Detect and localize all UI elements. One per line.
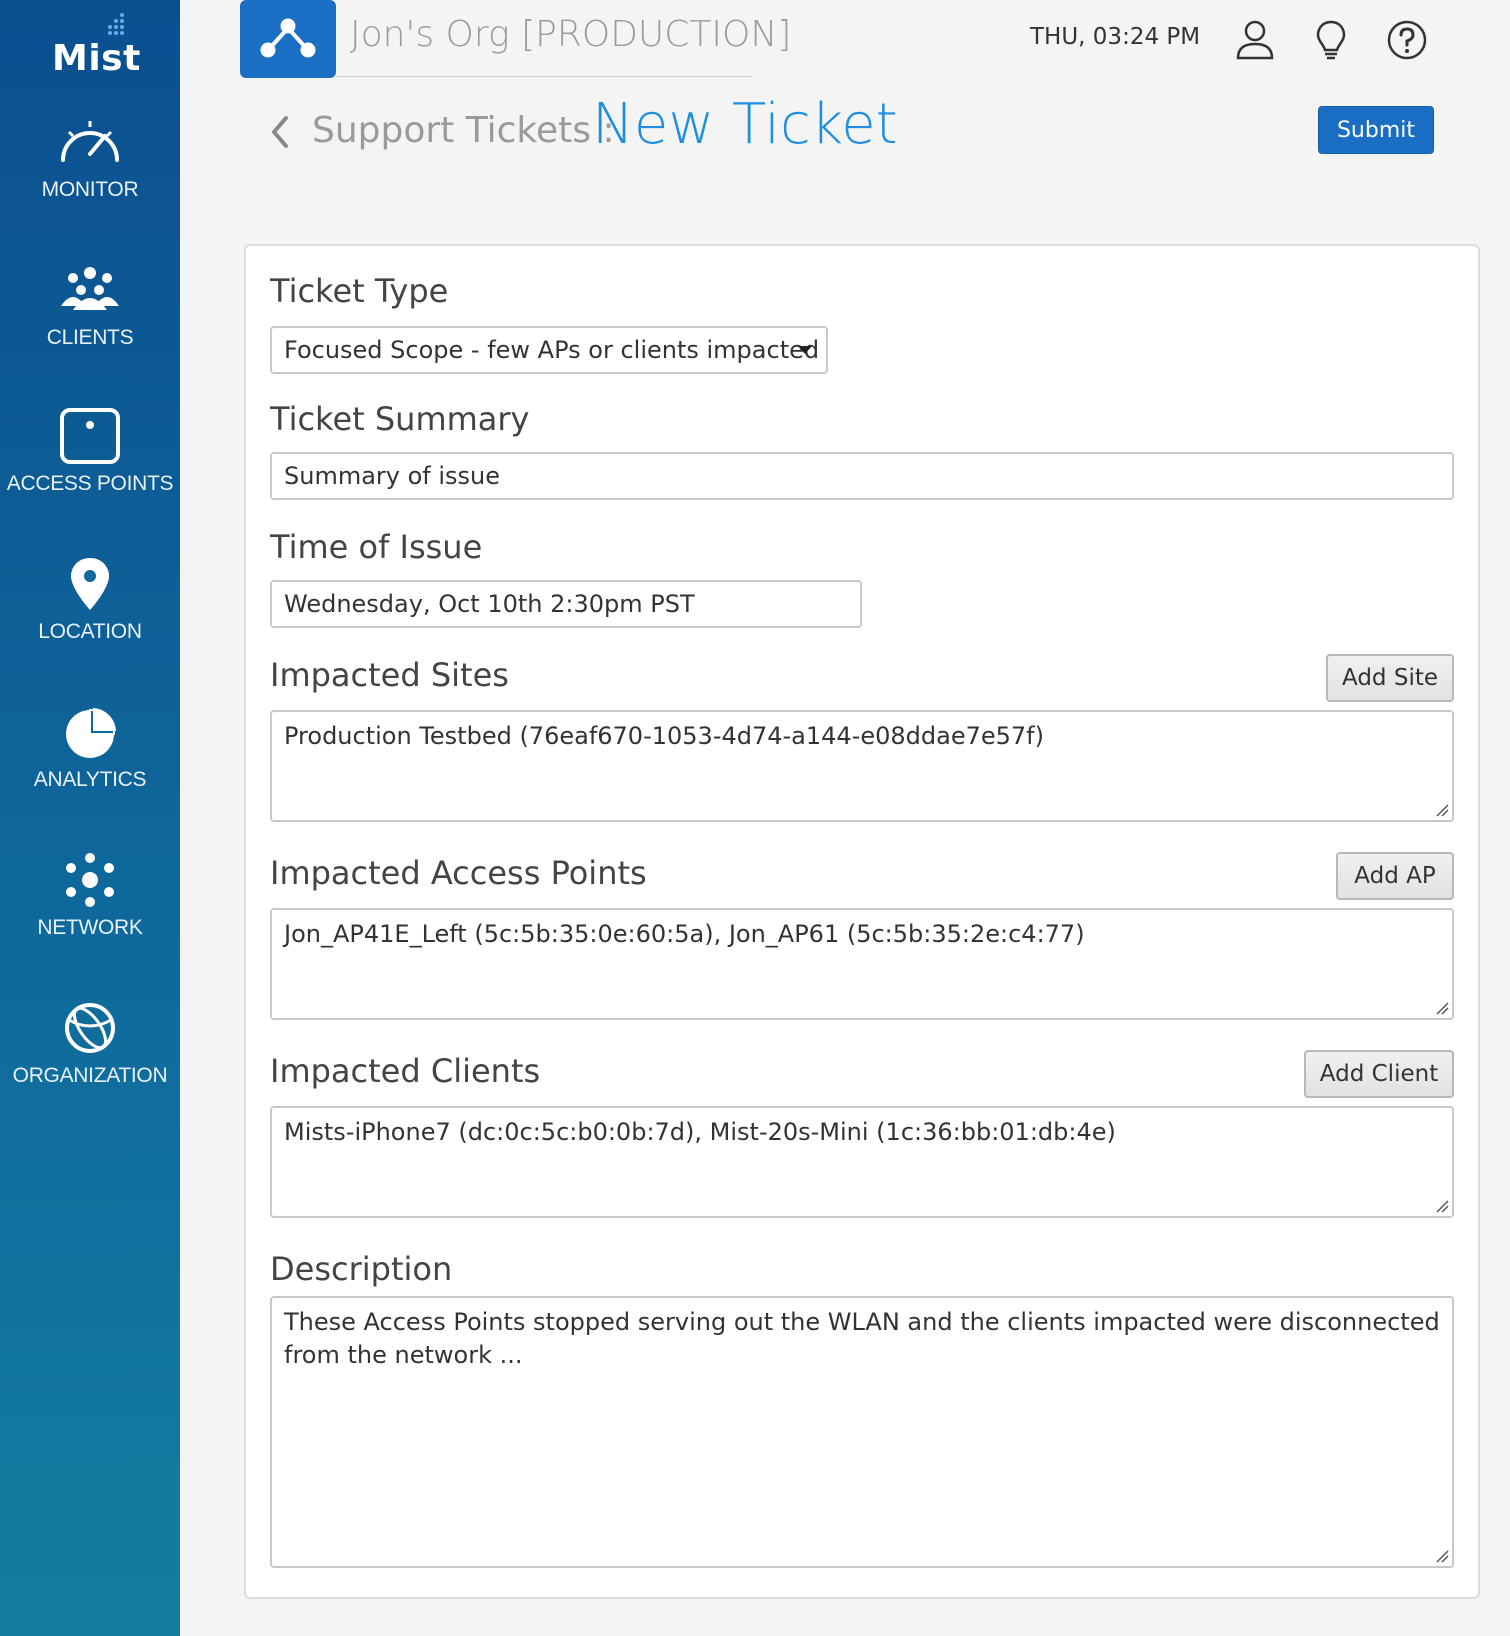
impacted-clients-textarea[interactable] — [270, 1106, 1454, 1218]
resize-handle-icon[interactable] — [1435, 1199, 1449, 1213]
impacted-sites-textarea[interactable] — [270, 710, 1454, 822]
pie-chart-icon — [55, 704, 125, 764]
time-of-issue-label: Time of Issue — [270, 528, 483, 566]
caret-down-icon — [798, 346, 812, 354]
ticket-summary-label: Ticket Summary — [270, 400, 530, 438]
sidebar-item-monitor[interactable] — [0, 114, 180, 234]
ticket-summary-input[interactable] — [270, 452, 1454, 500]
help-icon[interactable] — [1386, 18, 1428, 62]
org-hierarchy-icon — [240, 0, 336, 78]
ticket-summary-placeholder: Summary of issue — [284, 462, 501, 490]
sidebar-item-label: ANALYTICS — [33, 768, 147, 791]
access-point-icon — [55, 408, 125, 468]
sidebar-item-clients[interactable] — [0, 262, 180, 382]
sidebar-item-label: MONITOR — [41, 178, 139, 201]
impacted-clients-label: Impacted Clients — [270, 1052, 541, 1090]
sidebar-item-label: CLIENTS — [46, 326, 134, 349]
description-textarea[interactable] — [270, 1296, 1454, 1568]
logo-text: Mist — [52, 38, 141, 79]
user-icon[interactable] — [1234, 18, 1276, 62]
sidebar-item-network[interactable] — [0, 852, 180, 972]
submit-button[interactable]: Submit — [1318, 106, 1434, 154]
add-client-button[interactable]: Add Client — [1304, 1050, 1454, 1098]
impacted-aps-label: Impacted Access Points — [270, 854, 647, 892]
resize-handle-icon[interactable] — [1435, 1549, 1449, 1563]
sidebar — [0, 0, 180, 1636]
sidebar-item-label: ACCESS POINTS — [6, 472, 174, 495]
ticket-type-label: Ticket Type — [270, 272, 449, 310]
description-value: These Access Points stopped serving out the WLAN and the clients impacted were disconnected from the network ... — [284, 1308, 1440, 1369]
sidebar-item-location[interactable] — [0, 556, 180, 676]
time-of-issue-input[interactable] — [270, 580, 862, 628]
org-switcher-button[interactable] — [240, 0, 336, 78]
impacted-aps-textarea[interactable] — [270, 908, 1454, 1020]
breadcrumb-parent-link[interactable]: Support Tickets : — [312, 110, 615, 151]
lightbulb-icon[interactable] — [1310, 18, 1352, 62]
ticket-type-value: Focused Scope - few APs or clients impacted — [284, 336, 820, 364]
location-pin-icon — [55, 556, 125, 616]
add-ap-button[interactable]: Add AP — [1336, 852, 1454, 900]
sidebar-item-label: LOCATION — [38, 620, 142, 643]
impacted-clients-value: Mists-iPhone7 (dc:0c:5c:b0:0b:7d), Mist-20s-Mini (1c:36:bb:01:db:4e) — [284, 1118, 1116, 1146]
sidebar-item-label: ORGANIZATION — [12, 1064, 168, 1087]
sidebar-item-label: NETWORK — [37, 916, 143, 939]
resize-handle-icon[interactable] — [1435, 803, 1449, 817]
org-title: Jon's Org [PRODUCTION] — [350, 14, 792, 55]
globe-icon — [55, 1000, 125, 1060]
back-chevron-icon[interactable] — [266, 112, 296, 152]
description-label: Description — [270, 1250, 453, 1288]
clock: THU, 03:24 PM — [1030, 24, 1201, 50]
sidebar-item-analytics[interactable] — [0, 704, 180, 824]
network-icon — [55, 852, 125, 912]
sidebar-item-organization[interactable] — [0, 1000, 180, 1120]
impacted-sites-label: Impacted Sites — [270, 656, 509, 694]
impacted-sites-value: Production Testbed (76eaf670-1053-4d74-a144-e08ddae7e57f) — [284, 722, 1044, 750]
org-title-divider — [336, 76, 752, 77]
mist-logo[interactable] — [0, 8, 180, 78]
people-icon — [55, 262, 125, 322]
ticket-type-select[interactable] — [270, 326, 828, 374]
time-of-issue-value: Wednesday, Oct 10th 2:30pm PST — [284, 590, 695, 618]
gauge-icon — [55, 114, 125, 174]
add-site-button[interactable]: Add Site — [1326, 654, 1454, 702]
resize-handle-icon[interactable] — [1435, 1001, 1449, 1015]
page-title: New Ticket — [592, 92, 898, 157]
impacted-aps-value: Jon_AP41E_Left (5c:5b:35:0e:60:5a), Jon_AP61 (5c:5b:35:2e:c4:77) — [284, 920, 1085, 948]
sidebar-item-access-points[interactable] — [0, 408, 180, 528]
